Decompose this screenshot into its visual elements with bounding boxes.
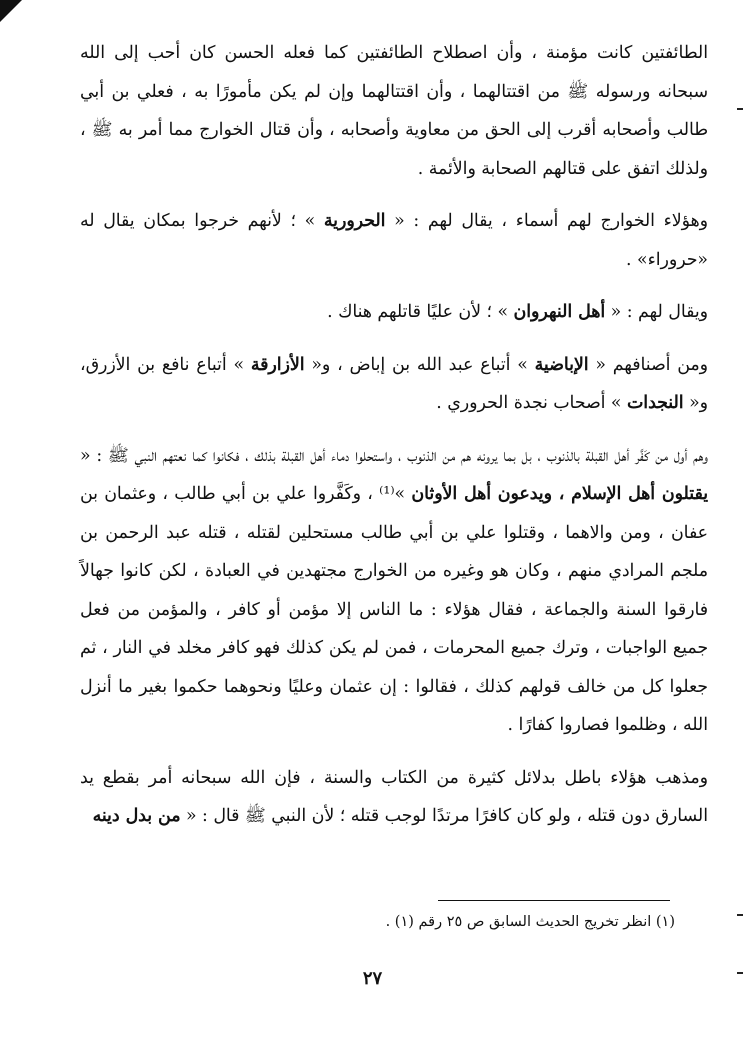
bold-term: الأزارقة (250, 354, 305, 375)
text-run: » ؛ لأنهم خرجوا بمكان يقال له «حروراء» . (80, 211, 708, 270)
text-run: » أصحاب نجدة الحروري . (436, 393, 627, 413)
text-run: وهم أول من كَفَّر أهل القبلة بالذنوب ، بل بما يرونه هم من الذنوب ، واستحلوا دماء أهل القبلة بذلك ، فكانوا كما نعتهم النبي ﷺ : « (80, 445, 708, 466)
text-run: ويقال لهم : « (605, 302, 708, 322)
footnote: (١) انظر تخريج الحديث السابق ص ٢٥ رقم (١) . (385, 914, 675, 930)
page-number: ٢٧ (362, 968, 383, 989)
bold-term: الإباضية (534, 354, 589, 375)
edge-scan-mark (737, 914, 743, 916)
bold-hadith-quote: يقتلون أهل الإسلام ، ويدعون أهل الأوثان (411, 484, 709, 504)
paragraph (80, 202, 708, 279)
main-text (80, 34, 708, 850)
paragraph (80, 293, 708, 332)
paragraph (80, 34, 708, 188)
text-run: » ؛ لأن عليًا قاتلهم هناك . (327, 302, 514, 322)
text-run: ومن أصنافهم « (588, 354, 708, 375)
bold-term: أهل النهروان (513, 302, 606, 322)
bold-hadith-quote: من بدل دينه (92, 806, 181, 826)
footnote-divider (438, 900, 670, 901)
text-run: ومذهب هؤلاء باطل بدلائل كثيرة من الكتاب والسنة ، فإن الله سبحانه أمر بقطع يد السارق دون قتله ، ولو كان كافرًا مرتدًا لوجب قتله ؛ لأن النبي ﷺ قال : « (80, 767, 708, 826)
bold-term: الحرورية (323, 211, 386, 231)
text-run: الطائفتين كانت مؤمنة ، وأن اصطلاح الطائفتين كما فعله الحسن كان أحب إلى الله سبحانه ورسوله ﷺ من اقتتالهما ، وأن اقتتالهما وإن لم يكن مأمورًا به ، فعلي بن أبي طالب وأصحابه أقرب إلى الحق من معاوية وأصحابه ، وأن قتال الخوارج مما أمر به ﷺ ، ولذلك اتفق على قتالهم الصحابة والأئمة . (80, 43, 708, 179)
corner-scan-mark (0, 0, 22, 22)
paragraph (80, 346, 708, 423)
text-run: وهؤلاء الخوارج لهم أسماء ، يقال لهم : « (385, 211, 708, 231)
text-run: »⁽¹⁾ ، وكَفَّروا علي بن أبي طالب ، وعثمان بن عفان ، ومن والاهما ، وقتلوا علي بن أبي طالب مستحلين لقتله ، قتله عبد الرحمن بن ملجم المرادي منهم ، وكان هو وغيره من الخوارج مجتهدين في العبادة ، لكن كانوا جهالاً فارقوا السنة والجماعة ، فقال هؤلاء : ما الناس إلا مؤمن أو كافر ، والمؤمن من فعل جميع الواجبات ، وترك جميع المحرمات ، فمن لم يكن كذلك فهو كافر مخلد في النار ، ثم جعلوا كل من خالف قولهم كذلك ، فقالوا : إن عثمان وعليًا ونحوهما حكموا بغير ما أنزل الله ، وظلموا فصاروا كفارًا . (80, 484, 708, 735)
edge-scan-mark (737, 108, 743, 110)
paragraph (80, 437, 708, 745)
text-run: » أتباع عبد الله بن إباض ، و« (304, 354, 535, 375)
bold-term: النجدات (627, 393, 684, 413)
text-run: » أتباع نافع بن الأزرق، و« (80, 354, 708, 413)
paragraph (80, 759, 708, 836)
